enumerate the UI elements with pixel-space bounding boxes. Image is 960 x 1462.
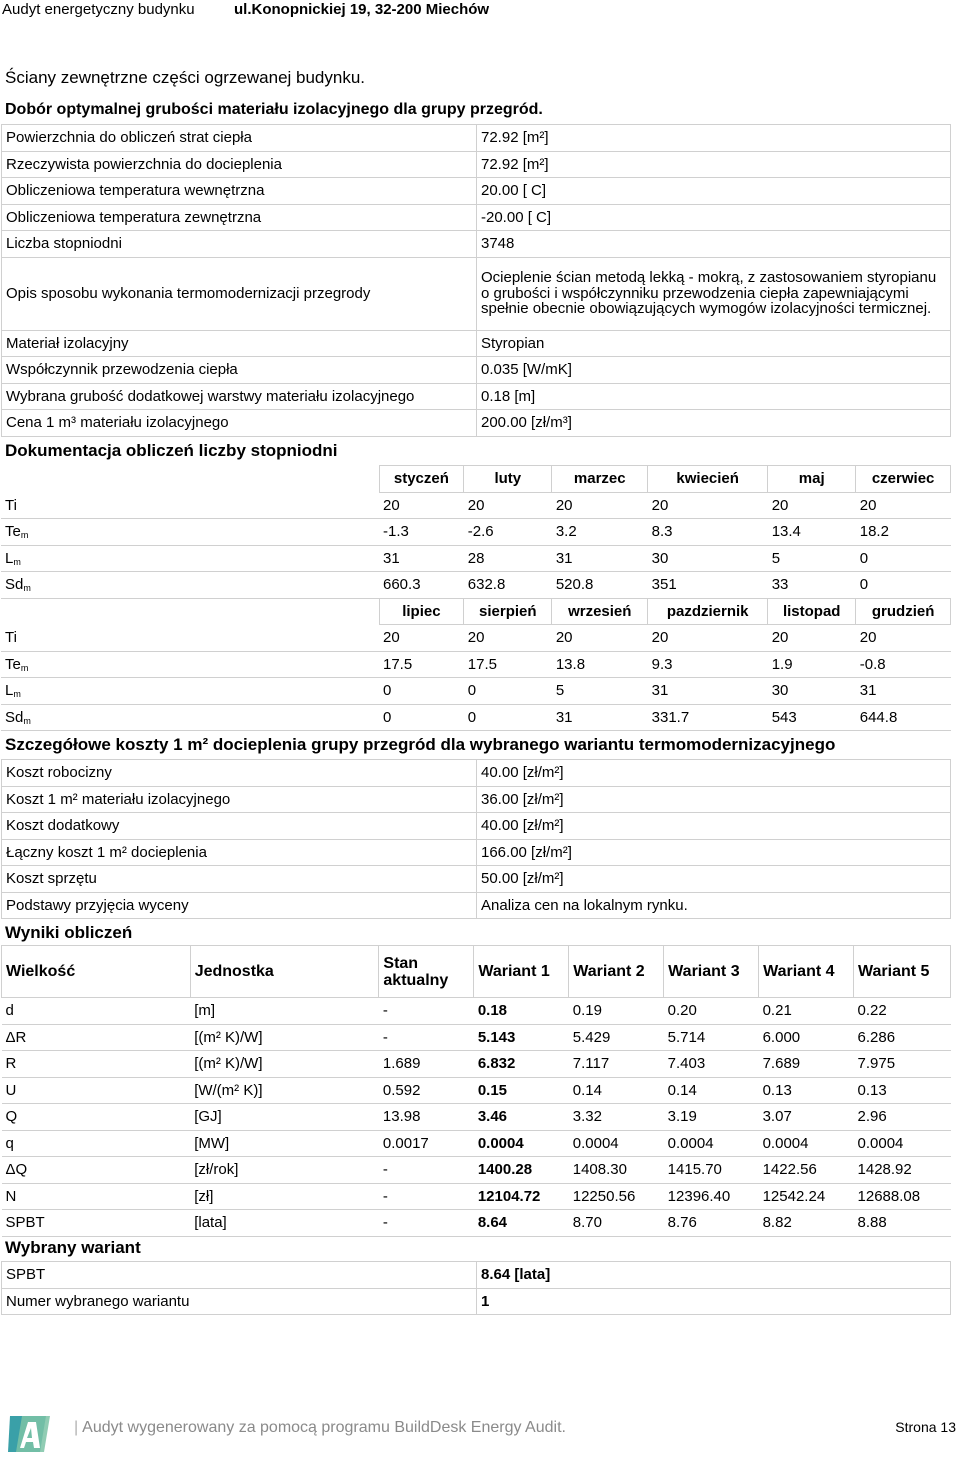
row-label [1,572,379,599]
degree-days-value: 20 [768,492,856,519]
parameter-label: Współczynnik przewodzenia ciepła [2,357,477,384]
month-header: lipiec [379,598,464,625]
parameter-label: Opis sposobu wykonania termomodernizacji przegrody [2,257,477,330]
results-value: 0.0004 [664,1130,759,1157]
results-header: Wariant 1 [474,946,569,998]
degree-days-value: 5 [552,678,648,705]
row-label [1,519,379,546]
parameter-row [2,410,951,437]
results-value: 0.0004 [854,1130,951,1157]
degree-days-value: -1.3 [379,519,464,546]
row-label-sub: m [13,556,21,567]
row-label-sub: m [20,662,29,673]
selected-label: Numer wybranego wariantu [2,1288,477,1315]
results-value: 0.18 [474,998,569,1025]
parameter-row [2,231,951,258]
parameter-label: Obliczeniowa temperatura zewnętrzna [2,204,477,231]
results-header: Wariant 5 [854,946,951,998]
results-value: 12104.72 [474,1183,569,1210]
results-value: 0.592 [379,1077,474,1104]
results-value: Q [2,1104,191,1131]
results-value: 5.429 [569,1024,664,1051]
row-label-sub: m [23,583,31,594]
results-value: 0.14 [664,1077,759,1104]
results-value: 1.689 [379,1051,474,1078]
results-row [2,998,951,1025]
row-label [1,625,379,652]
builddesk-logo-icon [6,1414,52,1454]
results-value: 6.832 [474,1051,569,1078]
parameter-value: 200.00 [zł/m³] [477,410,951,437]
results-value: 7.689 [759,1051,854,1078]
selected-variant-title: Wybrany wariant [5,1238,141,1257]
results-value: [MW] [190,1130,379,1157]
results-value: 5.714 [664,1024,759,1051]
cost-value: Analiza cen na lokalnym rynku. [477,892,951,919]
parameter-label: Powierzchnia do obliczeń strat ciepła [2,125,477,152]
results-row [2,1157,951,1184]
results-value: - [379,1183,474,1210]
parameter-value: Styropian [477,330,951,357]
row-label-main: Sd [5,576,24,594]
cost-row [2,760,951,787]
section-title: Ściany zewnętrzne części ogrzewanej budynku. [5,68,366,87]
results-value: 8.76 [664,1210,759,1237]
degree-days-value: 351 [648,572,768,599]
results-value: SPBT [2,1210,191,1237]
results-value: 0.13 [759,1077,854,1104]
selected-value: 1 [477,1288,951,1315]
cost-row [2,866,951,893]
parameter-value: -20.00 [ C] [477,204,951,231]
degree-days-value: 0 [379,704,464,731]
parameter-row [2,178,951,205]
results-value: 2.96 [854,1104,951,1131]
degree-days-value: 644.8 [856,704,951,731]
month-header: wrzesień [552,598,648,625]
results-value: 6.000 [759,1024,854,1051]
results-value: N [2,1183,191,1210]
results-value: 0.21 [759,998,854,1025]
month-header: grudzień [856,598,951,625]
results-value: 5.143 [474,1024,569,1051]
results-value: [zł/rok] [190,1157,379,1184]
cost-row [2,892,951,919]
degree-days-value: 17.5 [379,651,464,678]
month-header: styczeń [379,466,464,493]
results-value: 3.07 [759,1104,854,1131]
degree-days-value: 8.3 [648,519,768,546]
results-value: 12542.24 [759,1183,854,1210]
degree-days-value: 33 [768,572,856,599]
selected-variant-table [1,1261,951,1315]
results-value: 6.286 [854,1024,951,1051]
degree-days-value: 9.3 [648,651,768,678]
cost-label: Koszt dodatkowy [2,813,477,840]
results-value: [W/(m² K)] [190,1077,379,1104]
results-value: [GJ] [190,1104,379,1131]
month-header: maj [768,466,856,493]
results-value: 3.32 [569,1104,664,1131]
results-row [2,1210,951,1237]
degree-days-value: 0 [464,678,552,705]
results-row [2,1130,951,1157]
results-value: ΔR [2,1024,191,1051]
cost-value: 166.00 [zł/m²] [477,839,951,866]
parameter-value: 0.035 [W/mK] [477,357,951,384]
results-value: - [379,1210,474,1237]
degree-days-value: 20 [648,625,768,652]
results-value: 0.0004 [759,1130,854,1157]
page-footer: | Audyt wygenerowany za pomocą programu BuildDesk Energy Audit. Strona 13 [0,1408,960,1456]
results-value: 0.0004 [569,1130,664,1157]
degree-days-value: 20 [648,492,768,519]
parameter-row [2,151,951,178]
month-header: czerwiec [856,466,951,493]
parameter-label: Wybrana grubość dodatkowej warstwy materiału izolacyjnego [2,383,477,410]
degree-days-value: -2.6 [464,519,552,546]
parameter-row [2,330,951,357]
footer-text: Audyt wygenerowany za pomocą programu BuildDesk Energy Audit. [82,1419,566,1436]
parameter-row [2,204,951,231]
cost-value: 50.00 [zł/m²] [477,866,951,893]
degree-days-row [1,651,951,678]
degree-days-value: 0 [856,572,951,599]
degree-days-value: 20 [856,492,951,519]
results-value: 1422.56 [759,1157,854,1184]
results-value: 8.64 [474,1210,569,1237]
results-header: Wariant 3 [664,946,759,998]
header-title: Audyt energetyczny budynku [2,1,195,18]
results-table [1,945,951,1237]
degree-days-value: 31 [379,545,464,572]
results-value: 0.13 [854,1077,951,1104]
results-value: 1408.30 [569,1157,664,1184]
results-value: R [2,1051,191,1078]
cost-label: Podstawy przyjęcia wyceny [2,892,477,919]
degree-days-value: 17.5 [464,651,552,678]
parameter-row [2,383,951,410]
month-header: luty [464,466,552,493]
results-value: [zł] [190,1183,379,1210]
row-label [1,678,379,705]
cost-label: Koszt sprzętu [2,866,477,893]
costs-table [1,759,951,919]
results-row [2,1024,951,1051]
results-value: 12688.08 [854,1183,951,1210]
row-label-main: L [5,549,14,567]
results-value: q [2,1130,191,1157]
month-header: listopad [768,598,856,625]
results-value: 8.70 [569,1210,664,1237]
cost-value: 36.00 [zł/m²] [477,786,951,813]
month-header-row [1,466,951,493]
parameter-value: 72.92 [m²] [477,125,951,152]
degree-days-row [1,545,951,572]
degree-days-value: 20 [379,492,464,519]
results-value: - [379,1157,474,1184]
degree-days-row [1,519,951,546]
degree-days-value: -0.8 [856,651,951,678]
parameter-label: Obliczeniowa temperatura wewnętrzna [2,178,477,205]
degree-days-value: 20 [379,625,464,652]
row-label-main: L [5,682,14,700]
cost-label: Łączny koszt 1 m² docieplenia [2,839,477,866]
degree-days-value: 13.4 [768,519,856,546]
parameter-label: Liczba stopniodni [2,231,477,258]
parameter-value: 3748 [477,231,951,258]
results-header-row [2,946,951,998]
row-label [1,492,379,519]
results-value: d [2,998,191,1025]
results-value: 0.0017 [379,1130,474,1157]
month-header: pazdziernik [648,598,768,625]
results-value: 12250.56 [569,1183,664,1210]
month-header: sierpień [464,598,552,625]
results-value: 1400.28 [474,1157,569,1184]
parameter-row [2,125,951,152]
degree-days-title: Dokumentacja obliczeń liczby stopniodni [5,441,338,460]
results-value: ΔQ [2,1157,191,1184]
results-row [2,1051,951,1078]
row-label-main: Sd [5,708,24,726]
results-value: 8.88 [854,1210,951,1237]
selected-variant-row [2,1262,951,1289]
degree-days-value: 28 [464,545,552,572]
degree-days-table [1,465,951,731]
parameter-label: Rzeczywista powierzchnia do docieplenia [2,151,477,178]
parameter-label: Cena 1 m³ materiału izolacyjnego [2,410,477,437]
parameter-value: 72.92 [m²] [477,151,951,178]
results-value: 8.82 [759,1210,854,1237]
row-label-sub: m [23,715,31,726]
degree-days-value: 20 [552,492,648,519]
degree-days-value: 31 [552,545,648,572]
degree-days-value: 520.8 [552,572,648,599]
degree-days-value: 3.2 [552,519,648,546]
results-value: - [379,1024,474,1051]
corner-cell [1,466,379,493]
degree-days-row [1,704,951,731]
selected-value: 8.64 [lata] [477,1262,951,1289]
results-title: Wyniki obliczeń [5,923,133,942]
degree-days-value: 660.3 [379,572,464,599]
results-row [2,1077,951,1104]
results-value: 3.19 [664,1104,759,1131]
degree-days-value: 30 [768,678,856,705]
parameter-value: 0.18 [m] [477,383,951,410]
degree-days-row [1,625,951,652]
degree-days-value: 20 [768,625,856,652]
parameter-label: Materiał izolacyjny [2,330,477,357]
degree-days-value: 20 [552,625,648,652]
degree-days-value: 0 [856,545,951,572]
cost-row [2,813,951,840]
results-value: - [379,998,474,1025]
results-value: 12396.40 [664,1183,759,1210]
costs-title: Szczegółowe koszty 1 m² docieplenia grupy przegród dla wybranego wariantu termomodernizacyjnego [5,735,836,754]
results-header: Wariant 2 [569,946,664,998]
month-header-row [1,598,951,625]
results-value: U [2,1077,191,1104]
row-label [1,545,379,572]
results-row [2,1183,951,1210]
results-value: 1415.70 [664,1157,759,1184]
results-value: 0.15 [474,1077,569,1104]
degree-days-value: 20 [464,625,552,652]
degree-days-row [1,492,951,519]
results-value: 7.117 [569,1051,664,1078]
degree-days-value: 13.8 [552,651,648,678]
degree-days-value: 31 [648,678,768,705]
month-header: kwiecień [648,466,768,493]
results-value: [m] [190,998,379,1025]
row-label-main: Te [5,523,21,541]
degree-days-row [1,572,951,599]
row-label-sub: m [13,689,21,700]
parameter-value: 20.00 [ C] [477,178,951,205]
degree-days-value: 30 [648,545,768,572]
cost-row [2,786,951,813]
row-label-main: Ti [5,629,17,646]
results-value: 0.22 [854,998,951,1025]
cost-value: 40.00 [zł/m²] [477,813,951,840]
degree-days-value: 18.2 [856,519,951,546]
results-value: 0.20 [664,998,759,1025]
row-label [1,704,379,731]
degree-days-row [1,678,951,705]
degree-days-value: 543 [768,704,856,731]
cost-label: Koszt robocizny [2,760,477,787]
parameters-table [1,124,951,437]
results-header: Jednostka [190,946,379,998]
results-header: Wariant 4 [759,946,854,998]
month-header: marzec [552,466,648,493]
results-value: [(m² K)/W] [190,1024,379,1051]
cost-row [2,839,951,866]
degree-days-value: 31 [552,704,648,731]
parameter-row [2,357,951,384]
row-label-main: Ti [5,496,17,514]
results-value: 1428.92 [854,1157,951,1184]
results-value: [lata] [190,1210,379,1237]
page-header [0,0,960,22]
header-address: ul.Konopnickiej 19, 32-200 Miechów [234,1,490,18]
parameter-value: Ocieplenie ścian metodą lekką - mokrą, z zastosowaniem styropianu o grubości i współczynniku przewodzenia ciepła zapewniającymi spełnie obecnie obowiązujących wymogów izolacyjności termicznej. [477,257,951,330]
section-subtitle: Dobór optymalnej grubości materiału izolacyjnego dla grupy przegród. [5,101,543,118]
results-value: 0.14 [569,1077,664,1104]
degree-days-value: 1.9 [768,651,856,678]
degree-days-value: 20 [464,492,552,519]
results-value: 13.98 [379,1104,474,1131]
parameter-row [2,257,951,330]
degree-days-value: 0 [464,704,552,731]
degree-days-value: 20 [856,625,951,652]
degree-days-value: 632.8 [464,572,552,599]
results-value: 7.975 [854,1051,951,1078]
cost-label: Koszt 1 m² materiału izolacyjnego [2,786,477,813]
degree-days-value: 5 [768,545,856,572]
degree-days-value: 0 [379,678,464,705]
selected-label: SPBT [2,1262,477,1289]
results-row [2,1104,951,1131]
degree-days-value: 31 [856,678,951,705]
cost-value: 40.00 [zł/m²] [477,760,951,787]
row-label-main: Te [5,655,21,673]
results-value: 7.403 [664,1051,759,1078]
results-header: Stan aktualny [379,946,474,998]
row-label [1,651,379,678]
results-value: 0.0004 [474,1130,569,1157]
degree-days-value: 331.7 [648,704,768,731]
results-value: 0.19 [569,998,664,1025]
results-value: 3.46 [474,1104,569,1131]
corner-cell [1,598,379,625]
results-header: Wielkość [2,946,191,998]
row-label-sub: m [20,530,29,541]
results-value: [(m² K)/W] [190,1051,379,1078]
selected-variant-row [2,1288,951,1315]
page-number: Strona 13 [895,1419,956,1435]
